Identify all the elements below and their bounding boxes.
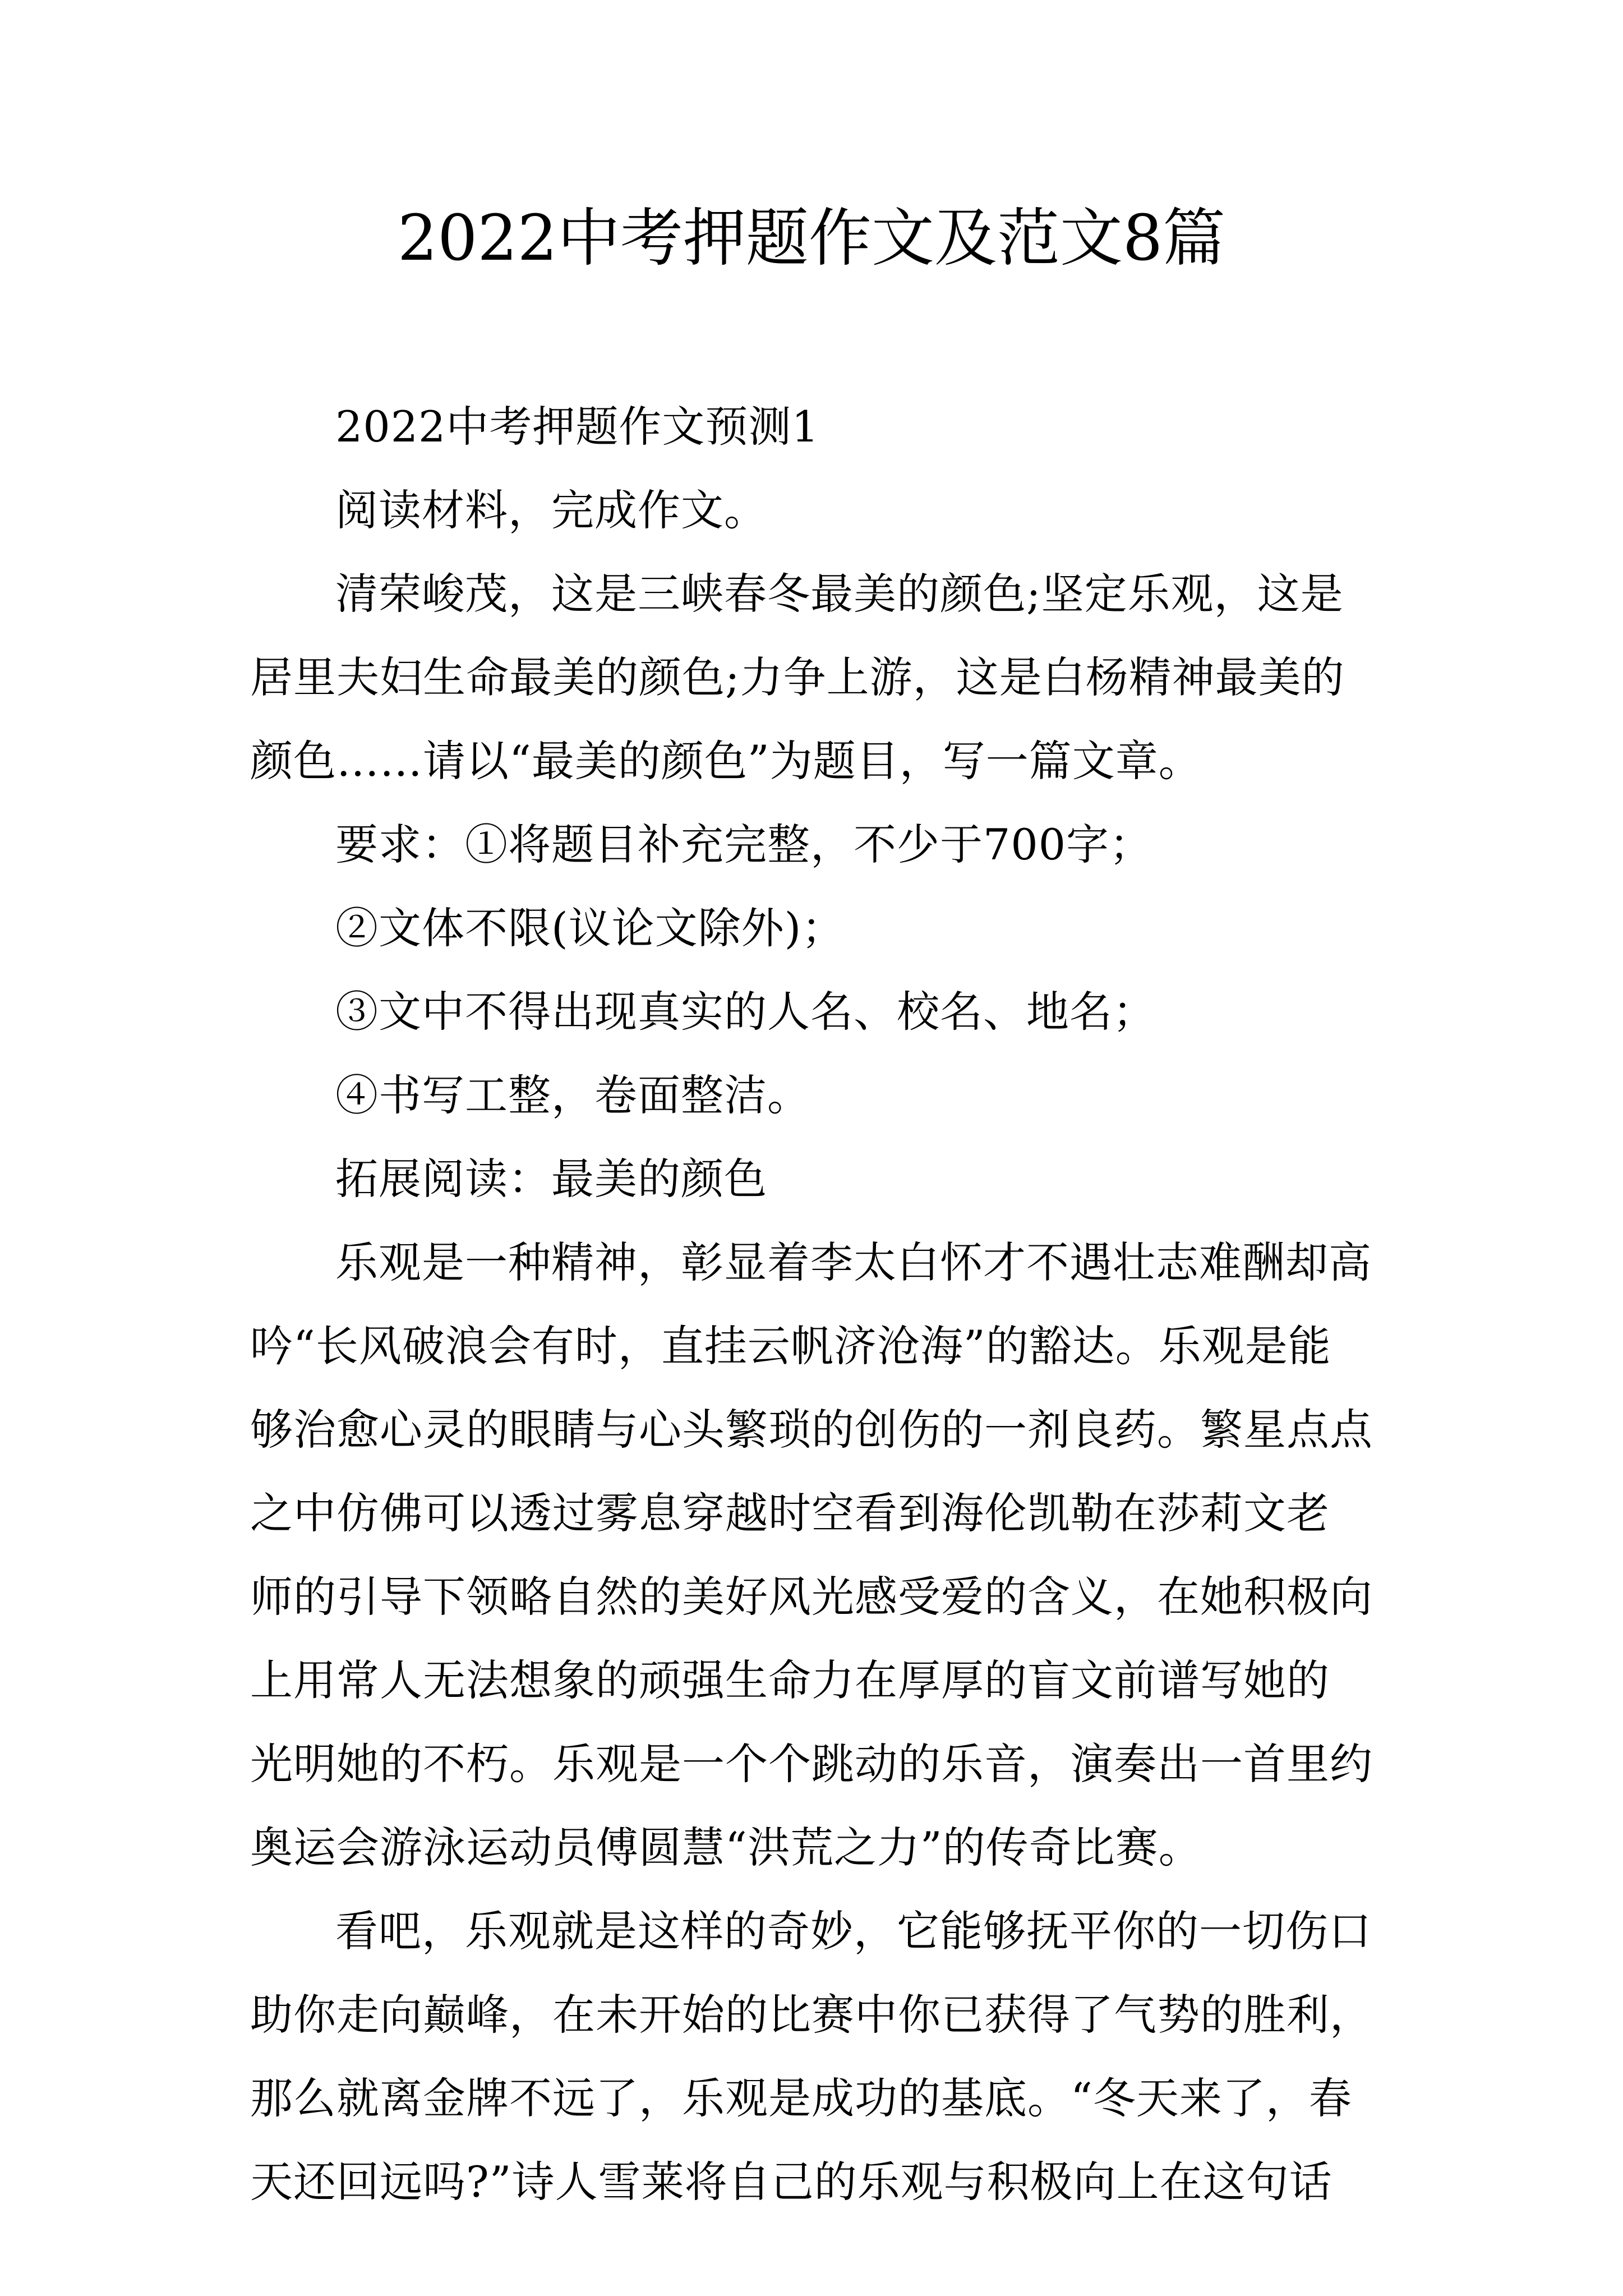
paragraph-line: 够治愈心灵的眼睛与心头繁琐的创伤的一剂良药。繁星点点 [250,1405,1373,1455]
section-heading: 拓展阅读：最美的颜色 [335,1154,767,1204]
paragraph-line: 阅读材料，完成作文。 [335,485,767,535]
requirement-line: ④书写工整，卷面整洁。 [335,1070,810,1120]
paragraph-line: 清荣峻茂，这是三峡春冬最美的颜色;坚定乐观，这是 [335,569,1344,619]
requirement-line: ②文体不限(议论文除外)； [335,903,845,953]
paragraph-line: 乐观是一种精神，彰显着李太白怀才不遇壮志难酬却高 [335,1237,1372,1287]
paragraph-line: 助你走向巅峰，在未开始的比赛中你已获得了气势的胜利， [250,1990,1373,2040]
paragraph-line: 奥运会游泳运动员傅圆慧“洪荒之力”的传奇比赛。 [250,1823,1202,1872]
requirement-line: 要求：①将题目补充完整，不少于700字； [335,820,1153,869]
paragraph-line: 天还回远吗?”诗人雪莱将自己的乐观与积极向上在这句话 [250,2157,1332,2207]
document-title: 2022中考押题作文及范文8篇 [397,202,1226,275]
paragraph-line: 吟“长风破浪会有时，直挂云帆济沧海”的豁达。乐观是能 [250,1321,1331,1371]
paragraph-line: 上用常人无法想象的顽强生命力在厚厚的盲文前谱写她的 [250,1655,1330,1705]
paragraph-line: 之中仿佛可以透过雾息穿越时空看到海伦凯勒在莎莉文老 [250,1488,1330,1538]
paragraph-line: 看吧，乐观就是这样的奇妙，它能够抚平你的一切伤口 [335,1906,1372,1956]
paragraph-line: 颜色……请以“最美的颜色”为题目，写一篇文章。 [250,736,1202,786]
document-body [250,385,1377,2224]
paragraph-line: 那么就离金牌不远了，乐观是成功的基底。“冬天来了，春 [250,2073,1352,2123]
paragraph-line: 居里夫妇生命最美的颜色;力争上游，这是白杨精神最美的 [250,652,1345,702]
paragraph-line: 师的引导下领略自然的美好风光感受爱的含义，在她积极向 [250,1572,1373,1622]
section-heading: 2022中考押题作文预测1 [335,402,819,452]
requirement-line: ③文中不得出现真实的人名、校名、地名； [335,987,1156,1037]
paragraph-line: 光明她的不朽。乐观是一个个跳动的乐音，演奏出一首里约 [250,1739,1373,1789]
